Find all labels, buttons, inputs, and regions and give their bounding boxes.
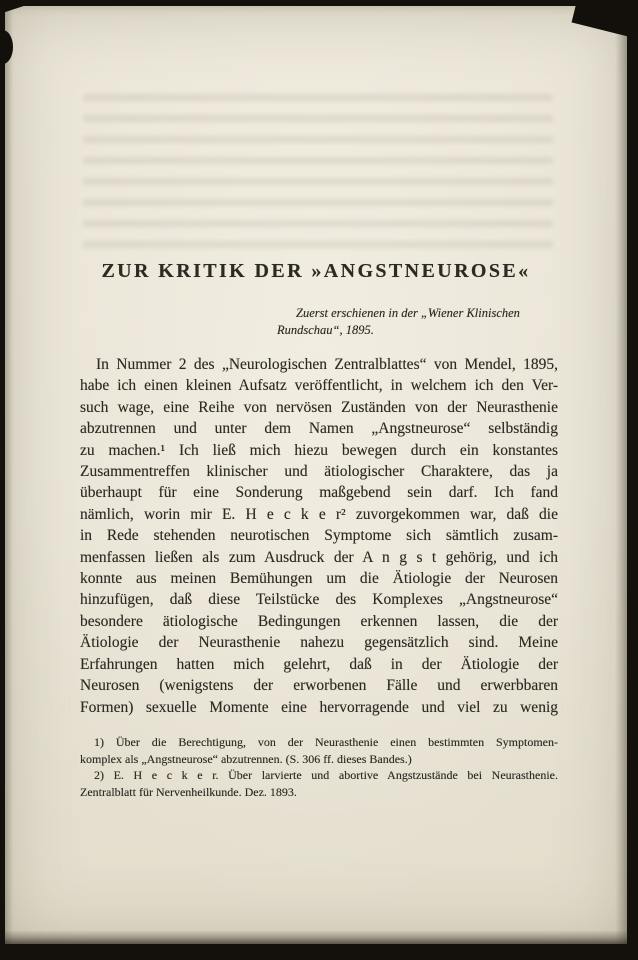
- text-line: Ätiologie der Neurasthenie nahezu gegensätzlich sind. Meine: [80, 634, 558, 652]
- text-line: habe ich einen kleinen Aufsatz veröffentlicht, in welchem ich den Ver-: [80, 377, 558, 395]
- text-line: Zuerst erschienen in der „Wiener Klinischen: [296, 306, 520, 320]
- text-line: 2) E. H e c k e r. Über larvierte und abortive Angstzustände bei Neurasthenie.: [94, 768, 558, 783]
- publication-note: [277, 305, 569, 338]
- page-title: ZUR KRITIK DER »ANGSTNEUROSE«: [101, 260, 531, 282]
- text-line: Zentralblatt für Nervenheilkunde. Dez. 1893.: [80, 784, 297, 799]
- text-line: abzutrennen und unter dem Namen „Angstneurose“ selbständig: [80, 420, 558, 438]
- text-line: besondere ätiologische Bedingungen erkennen lassen, die der: [80, 612, 558, 630]
- footnotes: [80, 734, 558, 800]
- body-paragraph: [80, 354, 558, 718]
- book-page: [5, 6, 627, 944]
- text-line: such wage, eine Reihe von nervösen Zuständen von der Neurasthenie: [80, 398, 558, 416]
- page-edge-shadow-bottom: [5, 930, 627, 944]
- text-line: in Rede stehenden neurotischen Symptome sich sämtlich zusam-: [80, 527, 558, 545]
- text-line: In Nummer 2 des „Neurologischen Zentralblattes“ von Mendel, 1895,: [96, 356, 558, 373]
- page-edge-shadow-right: [615, 6, 627, 944]
- page-bleed-through: [83, 94, 553, 254]
- text-line: hinzufügen, daß diese Teilstücke des Komplexes „Angstneurose“: [80, 591, 558, 609]
- text-line: Neurosen (wenigstens der erworbenen Fälle und erwerbbaren: [80, 677, 558, 695]
- text-line: komplex als „Angstneurose“ abzutrennen. (S. 306 ff. dieses Bandes.): [80, 751, 412, 766]
- text-line: Erfahrungen hatten mich gelehrt, daß in der Ätiologie der: [80, 655, 558, 673]
- text-line: konnte aus meinen Bemühungen um die Ätiologie der Neurosen: [80, 570, 558, 588]
- text-line: Rundschau“, 1895.: [277, 322, 374, 337]
- text-line: Formen) sexuelle Momente eine hervorragende und viel zu wenig: [80, 698, 558, 716]
- text-line: 1) Über die Berechtigung, von der Neurasthenie einen bestimmten Symptomen-: [94, 735, 558, 749]
- text-line: überhaupt für eine Sonderung maßgebend sein darf. Ich fand: [80, 484, 558, 502]
- page-edge-shadow-left: [5, 6, 13, 944]
- text-line: nämlich, worin mir E. H e c k e r² zuvorgekommen war, daß die: [80, 505, 558, 523]
- text-line: zu machen.¹ Ich ließ mich hiezu bewegen durch ein konstantes: [80, 441, 558, 459]
- text-line: Zusammentreffen klinischer und ätiologischer Charaktere, das ja: [80, 463, 558, 481]
- text-line: menfassen ließen als zum Ausdruck der A n g s t gehörig, und ich: [80, 548, 558, 566]
